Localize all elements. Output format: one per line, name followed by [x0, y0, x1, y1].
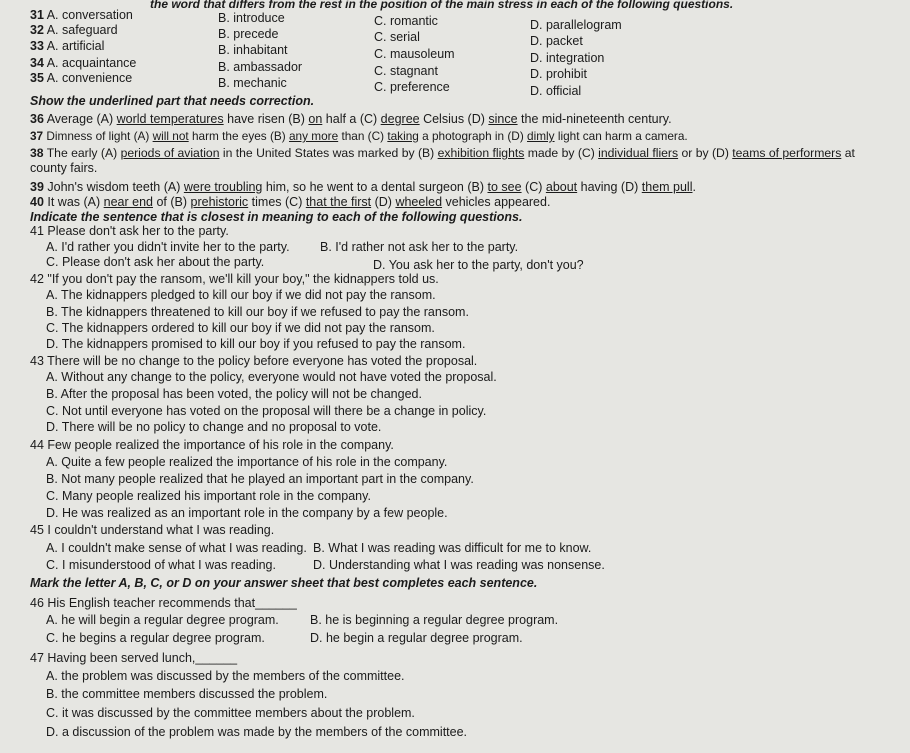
stress-instruction: the word that differs from the rest in the position of the main stress in each of the following questions. [150, 0, 734, 11]
q43-option-c: C. Not until everyone has voted on the proposal will there be a change in policy. [46, 404, 487, 418]
q34-d: D. prohibit [530, 67, 587, 81]
q41-option-a: A. I'd rather you didn't invite her to the party. [46, 240, 290, 254]
q46-option-c: C. he begins a regular degree program. [46, 631, 265, 645]
q44-option-c: C. Many people realized his important role in the company. [46, 489, 371, 503]
q47-option-d: D. a discussion of the problem was made by the members of the committee. [46, 725, 468, 739]
q40: 40 It was (A) near end of (B) prehistoric times (C) that the first (D) wheeled vehicles appeared. [30, 195, 551, 209]
q46-option-a: A. he will begin a regular degree program. [46, 613, 279, 627]
q32-d: D. packet [530, 34, 583, 48]
q45-option-a: A. I couldn't make sense of what I was reading. [46, 541, 307, 555]
q43-option-b: B. After the proposal has been voted, the policy will not be changed. [46, 387, 422, 401]
q47-option-c: C. it was discussed by the committee members about the problem. [46, 706, 415, 720]
q34-a: 34 A. acquaintance [30, 56, 137, 70]
q45-option-c: C. I misunderstood of what I was reading. [46, 558, 276, 572]
q38: 38 The early (A) periods of aviation in the United States was marked by (B) exhibition flights made by (C) individual fliers or by (D) teams of performers at [30, 146, 855, 160]
q37: 37 Dimness of light (A) will not harm the eyes (B) any more than (C) taking a photograph in (D) dimly light can harm a camera. [30, 129, 688, 143]
q47-option-a: A. the problem was discussed by the members of the committee. [46, 669, 405, 683]
q34-c: C. stagnant [374, 64, 438, 78]
q41-option-c: C. Please don't ask her about the party. [46, 255, 265, 269]
q33-d: D. integration [530, 51, 605, 65]
q42-option-c: C. The kidnappers ordered to kill our boy if we did not pay the ransom. [46, 321, 435, 335]
q35-c: C. preference [374, 80, 450, 94]
q38-continuation: county fairs. [30, 161, 98, 175]
q46-option-b: B. he is beginning a regular degree program. [310, 613, 559, 627]
q47-option-b: B. the committee members discussed the problem. [46, 687, 328, 701]
q42-option-b: B. The kidnappers threatened to kill our boy if we refused to pay the ransom. [46, 305, 469, 319]
q41-stem: 41 Please don't ask her to the party. [30, 224, 229, 238]
q45-stem: 45 I couldn't understand what I was reading. [30, 523, 275, 537]
error-instruction: Show the underlined part that needs correction. [30, 94, 315, 108]
q45-option-d: D. Understanding what I was reading was nonsense. [313, 558, 605, 572]
q34-b: B. ambassador [218, 60, 303, 74]
q41-option-d: D. You ask her to the party, don't you? [373, 258, 584, 272]
q31-c: C. romantic [374, 14, 438, 28]
q35-d: D. official [530, 84, 582, 98]
q33-a: 33 A. artificial [30, 39, 105, 53]
q42-stem: 42 "If you don't pay the ransom, we'll kill your boy," the kidnappers told us. [30, 272, 439, 286]
q45-option-b: B. What I was reading was difficult for me to know. [313, 541, 592, 555]
q35-b: B. mechanic [218, 76, 287, 90]
q35-a: 35 A. convenience [30, 71, 133, 85]
q32-b: B. precede [218, 27, 279, 41]
q43-option-a: A. Without any change to the policy, everyone would not have voted the proposal. [46, 370, 497, 384]
q42-option-a: A. The kidnappers pledged to kill our boy if we did not pay the ransom. [46, 288, 436, 302]
meaning-instruction: Indicate the sentence that is closest in meaning to each of the following questions. [30, 210, 523, 224]
q32-c: C. serial [374, 30, 420, 44]
q32-a: 32 A. safeguard [30, 23, 118, 37]
q31-b: B. introduce [218, 11, 285, 25]
q46-blank: ______ [255, 596, 297, 610]
q36: 36 Average (A) world temperatures have risen (B) on half a (C) degree Celsius (D) since the mid-nineteenth century. [30, 112, 672, 126]
q46-stem: 46 His English teacher recommends that______ [30, 596, 297, 610]
q43-stem: 43 There will be no change to the policy before everyone has voted the proposal. [30, 354, 478, 368]
q33-c: C. mausoleum [374, 47, 455, 61]
q44-option-a: A. Quite a few people realized the importance of his role in the company. [46, 455, 448, 469]
q42-option-d: D. The kidnappers promised to kill our boy if you refused to pay the ransom. [46, 337, 466, 351]
q43-option-d: D. There will be no policy to change and no proposal to vote. [46, 420, 382, 434]
q44-option-d: D. He was realized as an important role in the company by a few people. [46, 506, 448, 520]
q41-option-b: B. I'd rather not ask her to the party. [320, 240, 519, 254]
complete-instruction: Mark the letter A, B, C, or D on your answer sheet that best completes each sentence. [30, 576, 538, 590]
q44-stem: 44 Few people realized the importance of his role in the company. [30, 438, 394, 452]
q44-option-b: B. Not many people realized that he played an important part in the company. [46, 472, 474, 486]
q31-d: D. parallelogram [530, 18, 622, 32]
q39: 39 John's wisdom teeth (A) were troubling him, so he went to a dental surgeon (B) to see (C) about having (D) them pull. [30, 180, 696, 194]
q47-blank: ______ [195, 651, 238, 665]
q47-stem: 47 Having been served lunch,______ [30, 651, 238, 665]
q46-option-d: D. he begin a regular degree program. [310, 631, 523, 645]
q31-a: 31 A. conversation [30, 8, 133, 22]
q33-b: B. inhabitant [218, 43, 288, 57]
